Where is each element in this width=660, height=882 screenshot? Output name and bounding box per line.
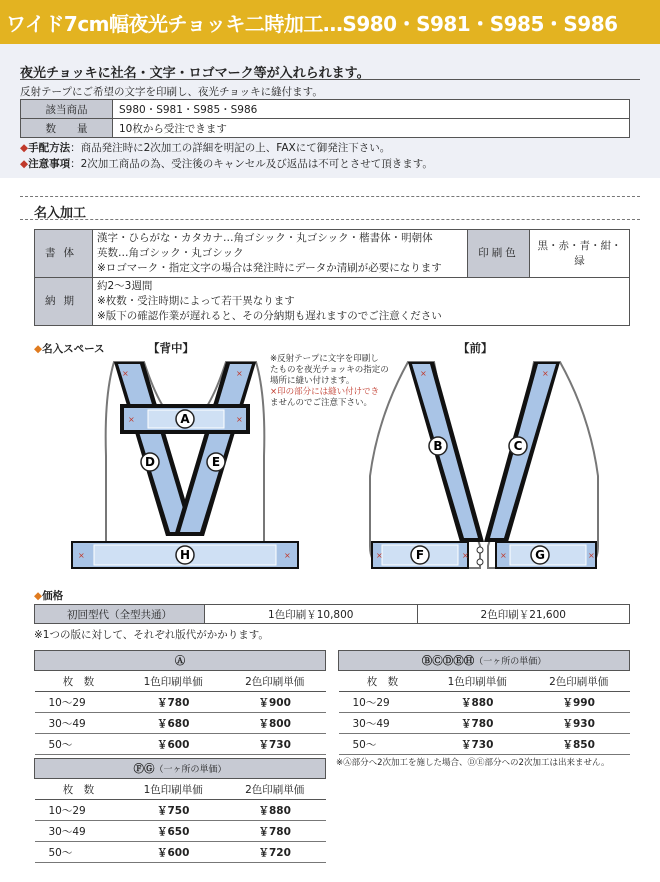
table-row	[35, 230, 630, 278]
cross-mark: ×	[542, 369, 549, 378]
table-row	[339, 692, 630, 713]
cross-mark: ×	[128, 415, 135, 424]
qty: 30～49	[35, 713, 123, 734]
cross-mark: ×	[236, 369, 243, 378]
table-header	[35, 651, 326, 671]
row-label: 該当商品	[21, 100, 113, 119]
note-text: ：2次加工商品の為、受注後のキャンセル及び返品は不可とさせて頂きます。	[70, 158, 433, 170]
mark-f: F	[415, 548, 425, 562]
initial-fee-label: 初回型代（全型共通）	[35, 605, 205, 624]
one-price: ￥680	[122, 713, 224, 734]
col-two: 2色印刷単価	[224, 671, 326, 692]
table-title-marks: ⒻⒼ	[133, 763, 155, 775]
row-value: S980・S981・S985・S986	[113, 100, 630, 119]
caution-note	[20, 156, 433, 171]
order-method-note	[20, 140, 390, 155]
one-price: ￥880	[426, 692, 528, 713]
cross-mark: ×	[78, 551, 85, 560]
space-heading	[34, 341, 105, 356]
two-price: ￥990	[528, 692, 630, 713]
mark-e: E	[211, 455, 221, 469]
price-note: ※1つの版に対して、それぞれ版代がかかります。	[34, 629, 269, 641]
two-color-fee: 2色印刷￥21,600	[417, 605, 630, 624]
one-price: ￥750	[122, 800, 224, 821]
one-price: ￥730	[426, 734, 528, 755]
note-label: 注意事項	[28, 158, 71, 170]
row-label: 数 量	[21, 119, 113, 138]
mark-a: A	[180, 412, 190, 426]
qty: 10～29	[35, 692, 123, 713]
mark-d: D	[145, 455, 155, 469]
cross-mark: ×	[236, 415, 243, 424]
table-row	[339, 734, 630, 755]
font-line: 漢字・ひらがな・カタカナ…角ゴシック・丸ゴシック・楷書体・明朝体	[97, 232, 433, 244]
intro-description: 反射テープにご希望の文字を印刷し、夜光チョッキに縫付ます。	[20, 86, 323, 98]
two-price: ￥730	[224, 734, 326, 755]
mark-c: C	[513, 439, 523, 453]
table-row	[35, 800, 326, 821]
row-value: 10枚から受注できます	[113, 119, 630, 138]
cross-mark: ×	[500, 551, 507, 560]
qty: 50～	[35, 734, 123, 755]
table-row	[35, 692, 326, 713]
diamond-icon: ◆	[20, 158, 29, 170]
table-row	[339, 713, 630, 734]
column-header-row	[35, 671, 326, 692]
delivery-line: 約2～3週間	[97, 280, 153, 292]
qty: 10～29	[339, 692, 427, 713]
initial-fee-table	[34, 604, 630, 624]
table-title	[35, 759, 326, 779]
one-color-fee: 1色印刷￥10,800	[205, 605, 418, 624]
two-price: ￥780	[224, 821, 326, 842]
cross-mark: ×	[588, 551, 595, 560]
note-line: 場所に縫い付けます。	[270, 376, 355, 386]
diamond-icon: ◆	[34, 343, 43, 355]
delivery-label: 納期	[35, 278, 93, 326]
note-label: 手配方法	[28, 142, 71, 154]
diamond-icon: ◆	[20, 142, 29, 154]
front-label: 【前】	[458, 341, 493, 355]
back-label: 【背中】	[148, 341, 194, 355]
table-title: Ⓐ	[35, 651, 326, 671]
space-title: 名入スペース	[42, 343, 105, 355]
cross-mark: ×	[462, 551, 469, 560]
table-row	[21, 119, 630, 138]
cross-mark: ×	[284, 551, 291, 560]
table-row	[35, 605, 630, 624]
color-values: 黒・赤・青・紺・緑	[530, 230, 630, 278]
page-title: ワイド7cm幅夜光チョッキ二時加工…S980・S981・S985・S986	[6, 12, 618, 36]
one-price: ￥650	[122, 821, 224, 842]
delivery-line: ※枚数・受注時期によって若干異なります	[97, 295, 295, 307]
col-one: 1色印刷単価	[122, 671, 224, 692]
mark-g: G	[535, 548, 545, 562]
price-table-fg	[34, 758, 326, 863]
qty: 30～49	[339, 713, 427, 734]
qty: 50～	[339, 734, 427, 755]
col-two: 2色印刷単価	[224, 779, 326, 800]
table-row	[35, 278, 630, 326]
front-vest-illustration	[364, 356, 604, 578]
font-label: 書体	[35, 230, 93, 278]
delivery-line: ※版下の確認作業が遅れると、その分納期も遅れますのでご注意ください	[97, 310, 442, 322]
note-text: ：商品発注時に2次加工の詳細を明記の上、FAXにて御発注下さい。	[70, 142, 391, 154]
qty: 30～49	[35, 821, 123, 842]
product-info-table	[20, 99, 630, 138]
one-price: ￥780	[426, 713, 528, 734]
section-divider	[20, 219, 640, 220]
one-price: ￥600	[122, 734, 224, 755]
one-price: ￥780	[122, 692, 224, 713]
mark-h: H	[179, 548, 191, 562]
price-table-bcdeh	[338, 650, 630, 755]
two-price: ￥880	[224, 800, 326, 821]
col-two: 2色印刷単価	[528, 671, 630, 692]
two-price: ￥930	[528, 713, 630, 734]
diamond-icon: ◆	[34, 590, 43, 602]
section-title: 名入加工	[34, 206, 87, 221]
button-icon	[477, 547, 483, 553]
table-subtitle: （一ヶ所の単価）	[474, 657, 547, 667]
two-price: ￥900	[224, 692, 326, 713]
two-price: ￥850	[528, 734, 630, 755]
intro-divider	[20, 79, 640, 80]
note-line: ×印の部分には縫い付けでき	[270, 387, 380, 397]
color-label: 印刷色	[468, 230, 530, 278]
font-line: ※ロゴマーク・指定文字の場合は発注時にデータか清刷が必要になります	[97, 262, 442, 274]
note-line: たものを夜光チョッキの指定の	[270, 365, 389, 375]
cross-mark: ×	[376, 551, 383, 560]
cross-mark: ×	[122, 369, 129, 378]
col-qty: 枚 数	[35, 671, 123, 692]
delivery-cell	[93, 278, 630, 326]
price-heading	[34, 588, 63, 603]
name-processing-table	[34, 229, 630, 326]
button-icon	[477, 559, 483, 565]
table-row	[35, 713, 326, 734]
column-header-row	[35, 779, 326, 800]
table-subtitle: （一ヶ所の単価）	[154, 765, 227, 775]
note-line: ませんのでご注意下さい。	[270, 398, 373, 408]
column-header-row	[339, 671, 630, 692]
intro-heading: 夜光チョッキに社名・文字・ロゴマーク等が入れられます。	[20, 66, 370, 81]
price-table-a	[34, 650, 326, 755]
two-price: ￥720	[224, 842, 326, 863]
one-price: ￥600	[122, 842, 224, 863]
cross-mark: ×	[420, 369, 427, 378]
col-one: 1色印刷単価	[122, 779, 224, 800]
note-line: ※反射テープに文字を印刷し	[270, 354, 379, 364]
mark-b: B	[433, 439, 443, 453]
section-divider	[20, 196, 640, 197]
table-row	[35, 734, 326, 755]
qty: 50～	[35, 842, 123, 863]
back-vest-illustration	[66, 356, 304, 578]
qty: 10～29	[35, 800, 123, 821]
font-line: 英数…角ゴシック・丸ゴシック	[97, 247, 244, 259]
table-row	[35, 821, 326, 842]
font-cell	[93, 230, 468, 278]
table-row	[35, 842, 326, 863]
price-title: 価格	[42, 590, 64, 602]
table-row	[21, 100, 630, 119]
table-header	[35, 759, 326, 779]
title-bar	[0, 0, 660, 44]
two-price: ￥800	[224, 713, 326, 734]
col-one: 1色印刷単価	[426, 671, 528, 692]
table-title-marks: ⒷⒸⒹⒺⒽ	[421, 655, 475, 667]
col-qty: 枚 数	[339, 671, 427, 692]
footnote: ※Ⓐ部分へ2次加工を施した場合、ⒹⒺ部分への2次加工は出来ません。	[336, 758, 610, 768]
table-title	[339, 651, 630, 671]
table-header	[339, 651, 630, 671]
col-qty: 枚 数	[35, 779, 123, 800]
